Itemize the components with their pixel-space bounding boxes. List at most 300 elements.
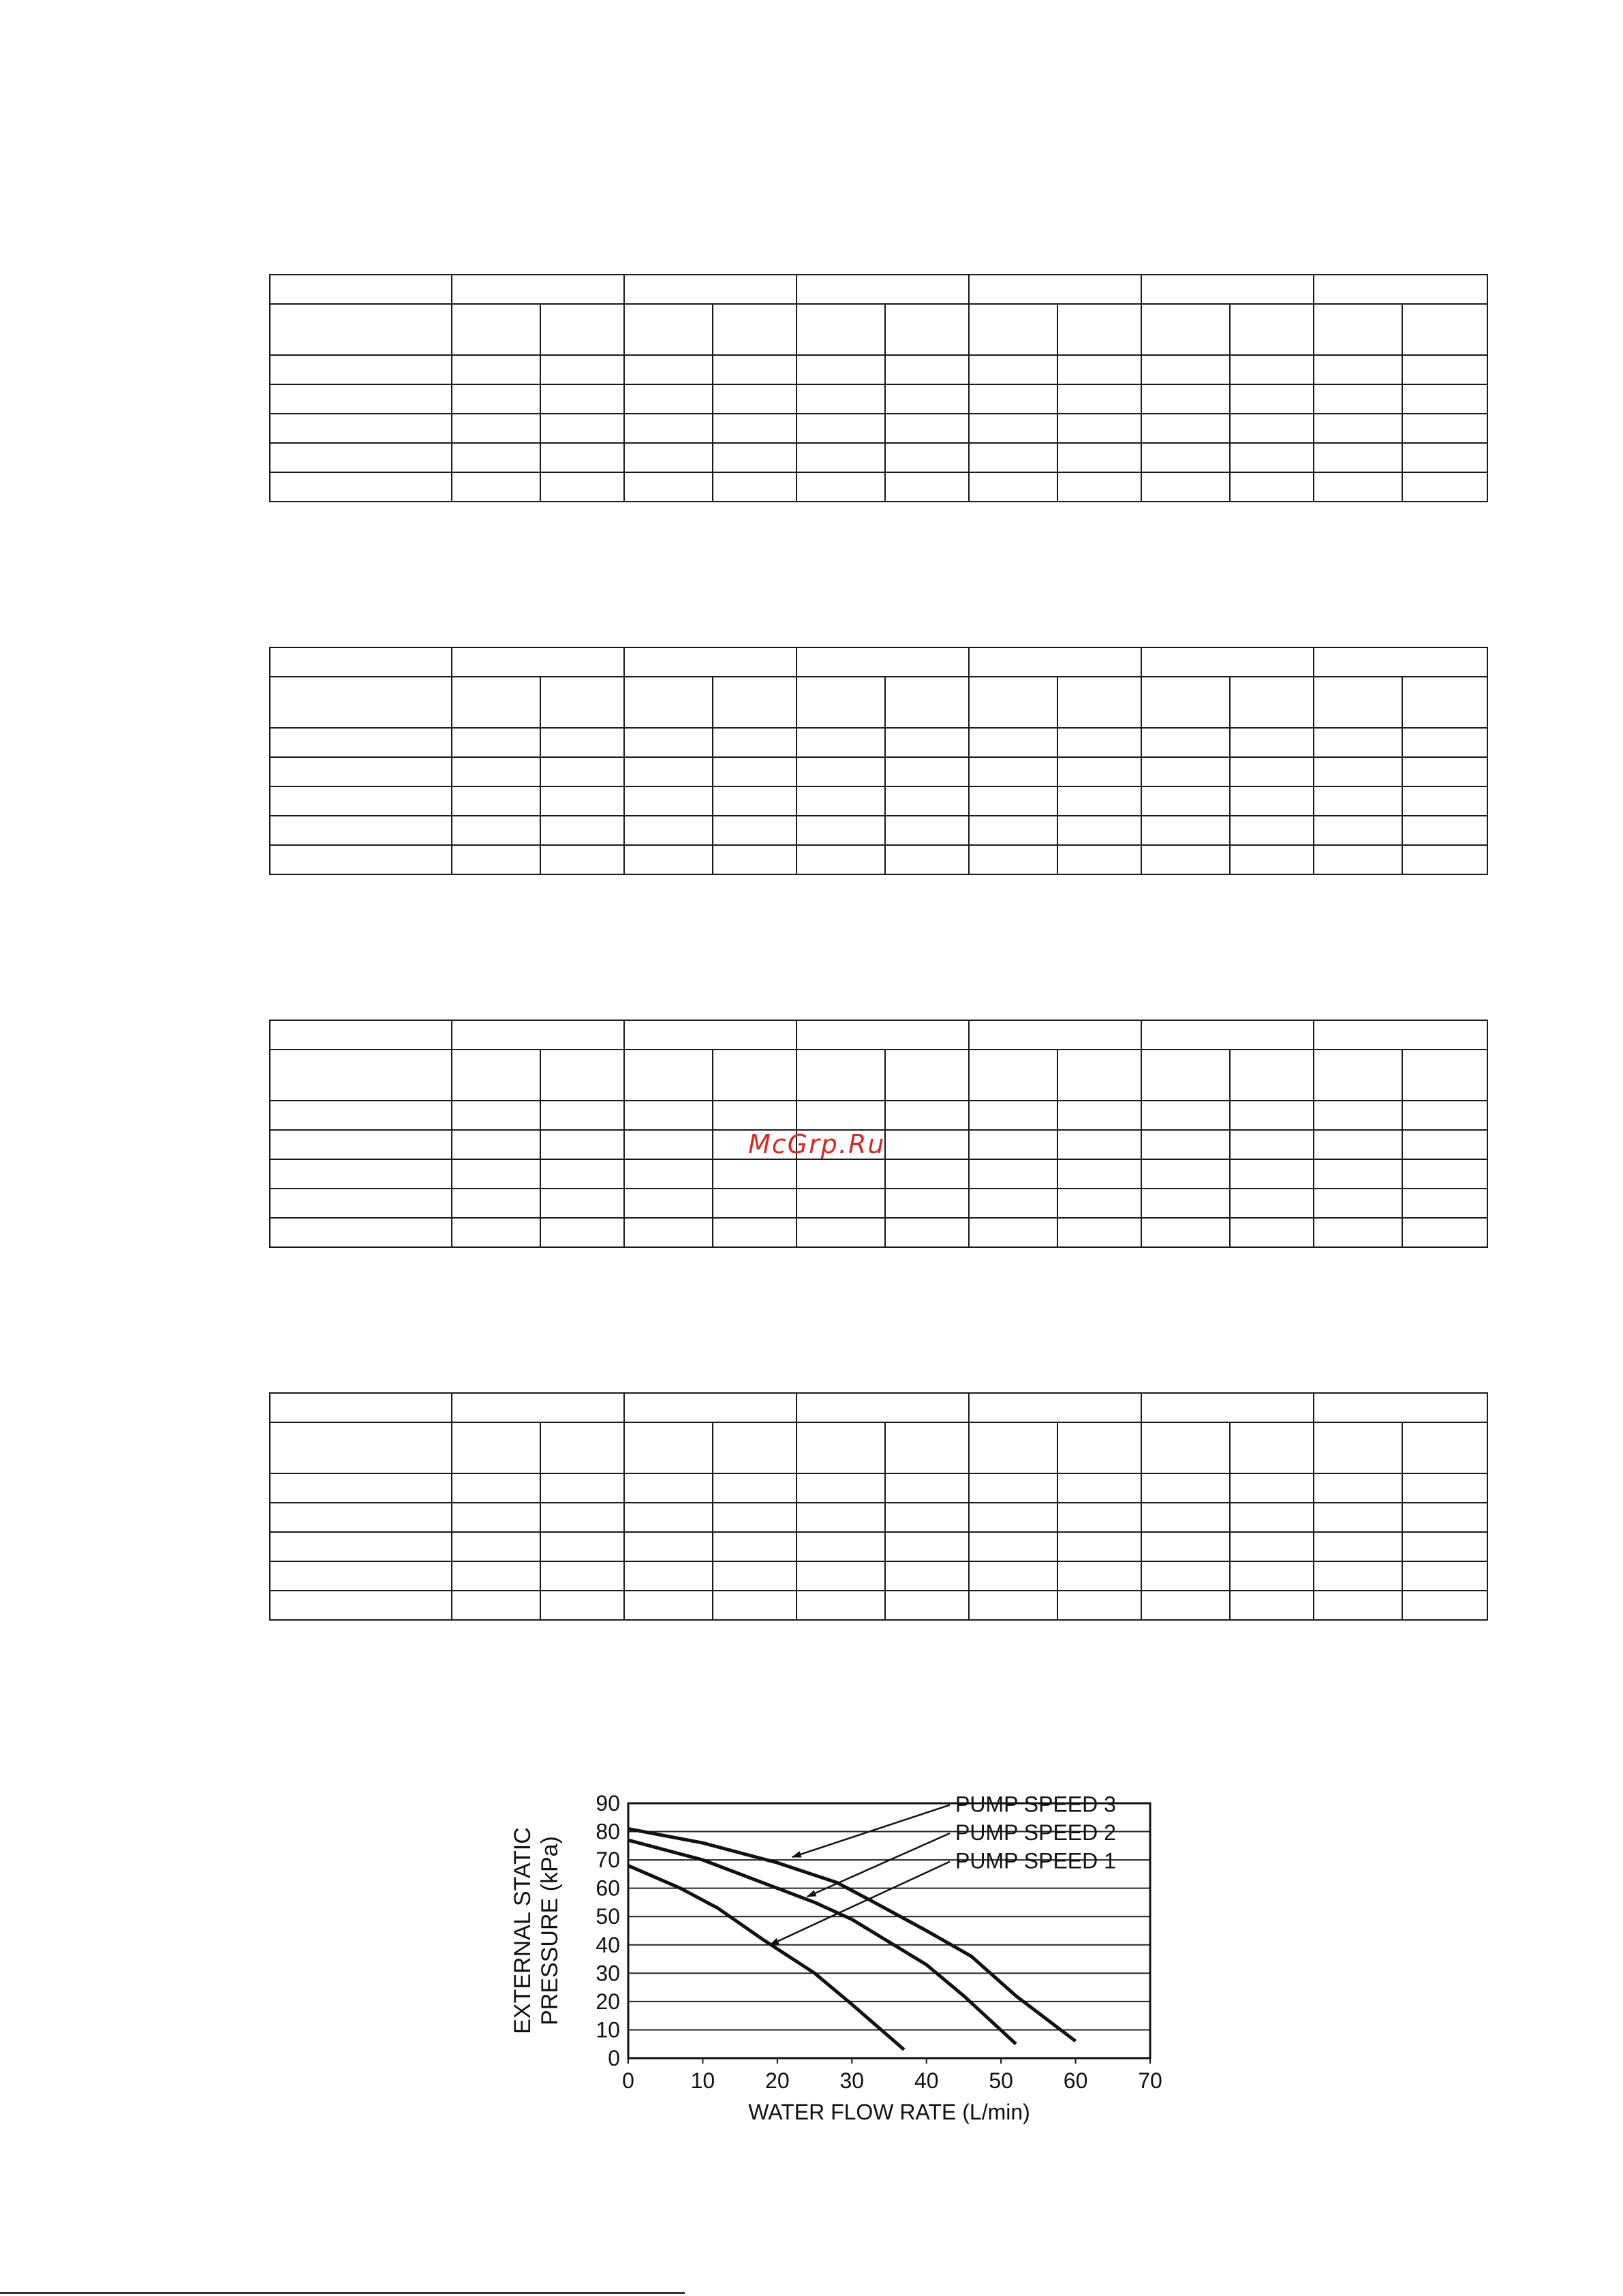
table-cell xyxy=(1314,472,1402,502)
table-1 xyxy=(269,274,1488,502)
table-cell xyxy=(797,355,885,384)
table-cell xyxy=(452,1130,540,1159)
table-cell xyxy=(540,1159,624,1189)
group-header-cell xyxy=(1314,1393,1487,1422)
table-cell xyxy=(1141,816,1230,845)
table-cell xyxy=(969,786,1057,816)
y-axis-title-line2: PRESSURE (kPa) xyxy=(537,1836,563,2025)
table-cell xyxy=(885,1561,969,1591)
table-row xyxy=(270,845,1487,874)
table-cell xyxy=(270,414,452,443)
table-cell xyxy=(452,443,540,472)
group-header-cell xyxy=(969,647,1141,677)
sub-header-cell xyxy=(1230,677,1314,728)
table-cell xyxy=(1402,1218,1487,1247)
table-cell xyxy=(624,816,713,845)
table-cell xyxy=(270,1503,452,1532)
table-cell xyxy=(1057,1532,1141,1561)
table-cell xyxy=(540,414,624,443)
sub-header-cell xyxy=(270,677,452,728)
table-cell xyxy=(885,1189,969,1218)
table-cell xyxy=(452,1189,540,1218)
table-cell xyxy=(1057,786,1141,816)
table-cell xyxy=(270,1101,452,1130)
annotation-label: PUMP SPEED 3 xyxy=(955,1792,1116,1817)
table-cell xyxy=(1141,1473,1230,1503)
table-cell xyxy=(452,1159,540,1189)
table-cell xyxy=(452,1532,540,1561)
table-cell xyxy=(270,443,452,472)
table-cell xyxy=(1402,757,1487,786)
sub-header-cell xyxy=(1057,677,1141,728)
y-tick-label: 90 xyxy=(596,1791,620,1816)
table-cell xyxy=(452,1101,540,1130)
table-cell xyxy=(1230,1101,1314,1130)
watermark: McGrp.Ru xyxy=(748,1129,886,1159)
y-tick-label: 10 xyxy=(596,2017,620,2042)
table-cell xyxy=(624,1189,713,1218)
table-cell xyxy=(1314,1218,1402,1247)
x-tick-label: 20 xyxy=(765,2068,790,2093)
sub-header-cell xyxy=(1230,1422,1314,1473)
y-axis-title-line1: EXTERNAL STATIC xyxy=(510,1827,536,2034)
table-cell xyxy=(540,443,624,472)
table-cell xyxy=(969,1218,1057,1247)
table-cell xyxy=(540,1101,624,1130)
table-cell xyxy=(1402,1130,1487,1159)
group-header-cell xyxy=(797,275,969,304)
table-cell xyxy=(270,845,452,874)
table-cell xyxy=(270,472,452,502)
table-cell xyxy=(540,1561,624,1591)
table-cell xyxy=(1230,845,1314,874)
table-cell xyxy=(270,786,452,816)
table-cell xyxy=(1141,1218,1230,1247)
table-cell xyxy=(969,443,1057,472)
table-cell xyxy=(797,1503,885,1532)
table-cell xyxy=(624,1561,713,1591)
sub-header-cell xyxy=(540,304,624,355)
group-header-cell xyxy=(797,1393,969,1422)
table-cell xyxy=(452,786,540,816)
table-cell xyxy=(452,728,540,757)
table-row xyxy=(270,786,1487,816)
sub-header-cell xyxy=(969,1422,1057,1473)
x-tick-label: 40 xyxy=(914,2068,939,2093)
header-label-cell xyxy=(270,1020,452,1050)
table-row xyxy=(270,384,1487,414)
table-cell xyxy=(885,1473,969,1503)
table-cell xyxy=(624,786,713,816)
table-cell xyxy=(1141,472,1230,502)
sub-header-cell xyxy=(797,677,885,728)
table-cell xyxy=(1141,1561,1230,1591)
table-row xyxy=(270,1532,1487,1561)
table-cell xyxy=(540,1591,624,1620)
table-cell xyxy=(624,728,713,757)
x-tick-label: 70 xyxy=(1138,2068,1162,2093)
table-cell xyxy=(270,816,452,845)
sub-header-cell xyxy=(1230,304,1314,355)
group-header-cell xyxy=(1141,275,1314,304)
y-tick-label: 40 xyxy=(596,1932,620,1957)
table-cell xyxy=(1057,757,1141,786)
sub-header-cell xyxy=(452,1422,540,1473)
table-cell xyxy=(1141,1503,1230,1532)
table-cell xyxy=(1230,1561,1314,1591)
group-header-cell xyxy=(969,1020,1141,1050)
footer-rule xyxy=(0,2292,685,2294)
table-cell xyxy=(540,355,624,384)
header-label-cell xyxy=(270,1393,452,1422)
annotation-label: PUMP SPEED 1 xyxy=(955,1848,1116,1873)
table-cell xyxy=(1230,414,1314,443)
table-cell xyxy=(1230,757,1314,786)
table-cell xyxy=(969,1101,1057,1130)
sub-header-cell xyxy=(1230,1050,1314,1101)
sub-header-cell xyxy=(1141,1050,1230,1101)
table-cell xyxy=(540,1473,624,1503)
table-cell xyxy=(885,1159,969,1189)
table-row xyxy=(270,1591,1487,1620)
table-cell xyxy=(624,1532,713,1561)
table-cell xyxy=(452,355,540,384)
sub-header-cell xyxy=(452,304,540,355)
table-cell xyxy=(270,757,452,786)
table-cell xyxy=(540,816,624,845)
table-cell xyxy=(624,1503,713,1532)
table-cell xyxy=(624,1473,713,1503)
table-cell xyxy=(452,1591,540,1620)
group-header-cell xyxy=(452,647,624,677)
group-header-cell xyxy=(1141,647,1314,677)
table-cell xyxy=(1402,728,1487,757)
table-cell xyxy=(1141,414,1230,443)
table-cell xyxy=(797,443,885,472)
table-cell xyxy=(1314,1473,1402,1503)
table-cell xyxy=(969,1159,1057,1189)
table-cell xyxy=(270,1189,452,1218)
table-cell xyxy=(1314,845,1402,874)
table-cell xyxy=(624,414,713,443)
table-cell xyxy=(1141,1532,1230,1561)
sub-header-cell xyxy=(1141,304,1230,355)
table-cell xyxy=(270,728,452,757)
table-cell xyxy=(1057,472,1141,502)
table-cell xyxy=(1402,1561,1487,1591)
table-cell xyxy=(624,1218,713,1247)
table-cell xyxy=(713,414,797,443)
table-cell xyxy=(1230,786,1314,816)
table-cell xyxy=(1057,1130,1141,1159)
group-header-cell xyxy=(1314,647,1487,677)
table-cell xyxy=(624,1130,713,1159)
table-cell xyxy=(624,384,713,414)
table-cell xyxy=(1314,414,1402,443)
sub-header-cell xyxy=(270,1050,452,1101)
x-axis-title: WATER FLOW RATE (L/min) xyxy=(748,2100,1030,2124)
table-cell xyxy=(624,443,713,472)
table-cell xyxy=(1057,1218,1141,1247)
table-cell xyxy=(1314,355,1402,384)
table-cell xyxy=(797,786,885,816)
y-tick-label: 30 xyxy=(596,1961,620,1986)
table-cell xyxy=(1314,1189,1402,1218)
table-cell xyxy=(1402,443,1487,472)
table-cell xyxy=(1402,1503,1487,1532)
table-cell xyxy=(885,1532,969,1561)
table-cell xyxy=(969,1561,1057,1591)
table-cell xyxy=(885,757,969,786)
table-cell xyxy=(797,816,885,845)
header-label-cell xyxy=(270,275,452,304)
table-cell xyxy=(1057,1561,1141,1591)
x-tick-label: 50 xyxy=(989,2068,1013,2093)
table-cell xyxy=(713,757,797,786)
annotation-label: PUMP SPEED 2 xyxy=(955,1820,1116,1846)
table-cell xyxy=(1057,1101,1141,1130)
table-cell xyxy=(1057,728,1141,757)
table-cell xyxy=(1230,1503,1314,1532)
x-tick-label: 0 xyxy=(622,2068,634,2093)
table-cell xyxy=(1314,786,1402,816)
table-cell xyxy=(1314,384,1402,414)
sub-header-cell xyxy=(969,304,1057,355)
table-cell xyxy=(969,1473,1057,1503)
table-cell xyxy=(1141,728,1230,757)
table-cell xyxy=(1402,414,1487,443)
table-cell xyxy=(452,1503,540,1532)
table-cell xyxy=(885,1101,969,1130)
sub-header-cell xyxy=(885,1050,969,1101)
sub-header-cell xyxy=(797,1422,885,1473)
sub-header-cell xyxy=(1314,304,1402,355)
table-cell xyxy=(713,1561,797,1591)
table-cell xyxy=(270,1159,452,1189)
sub-header-cell xyxy=(1402,1422,1487,1473)
table-cell xyxy=(540,1532,624,1561)
table-cell xyxy=(797,845,885,874)
table-cell xyxy=(540,786,624,816)
table-row xyxy=(270,414,1487,443)
table-cell xyxy=(969,384,1057,414)
x-tick-label: 60 xyxy=(1063,2068,1088,2093)
y-tick-label: 60 xyxy=(596,1876,620,1901)
table-cell xyxy=(540,1218,624,1247)
table-cell xyxy=(797,1532,885,1561)
table-cell xyxy=(1230,443,1314,472)
table-cell xyxy=(1402,355,1487,384)
sub-header-cell xyxy=(885,1422,969,1473)
table-4 xyxy=(269,1392,1488,1621)
table-cell xyxy=(452,384,540,414)
table-cell xyxy=(713,443,797,472)
table-cell xyxy=(1141,1159,1230,1189)
table-cell xyxy=(797,384,885,414)
group-header-cell xyxy=(452,1393,624,1422)
sub-header-cell xyxy=(713,304,797,355)
sub-header-cell xyxy=(540,677,624,728)
sub-header-cell xyxy=(1402,304,1487,355)
table-cell xyxy=(797,1473,885,1503)
table-cell xyxy=(797,757,885,786)
table-cell xyxy=(1314,1159,1402,1189)
table-row xyxy=(270,757,1487,786)
sub-header-cell xyxy=(713,1422,797,1473)
table-cell xyxy=(270,1591,452,1620)
table-cell xyxy=(1057,845,1141,874)
table-cell xyxy=(1141,1130,1230,1159)
table-cell xyxy=(1141,786,1230,816)
table-cell xyxy=(452,845,540,874)
table-cell xyxy=(1141,845,1230,874)
sub-header-cell xyxy=(270,1422,452,1473)
table-cell xyxy=(969,355,1057,384)
group-header-cell xyxy=(1141,1020,1314,1050)
table-cell xyxy=(540,728,624,757)
group-header-cell xyxy=(797,647,969,677)
sub-header-cell xyxy=(1141,677,1230,728)
table-cell xyxy=(624,1591,713,1620)
table-cell xyxy=(1057,1189,1141,1218)
table-cell xyxy=(1230,1218,1314,1247)
table-cell xyxy=(452,1218,540,1247)
table-cell xyxy=(885,414,969,443)
table-cell xyxy=(969,414,1057,443)
x-tick-label: 30 xyxy=(839,2068,865,2093)
table-cell xyxy=(1230,728,1314,757)
sub-header-cell xyxy=(969,677,1057,728)
sub-header-cell xyxy=(624,304,713,355)
sub-header-cell xyxy=(452,1050,540,1101)
table-cell xyxy=(1230,472,1314,502)
table-cell xyxy=(1402,1159,1487,1189)
table-cell xyxy=(1230,816,1314,845)
sub-header-cell xyxy=(713,1050,797,1101)
table-cell xyxy=(1057,1473,1141,1503)
sub-header-cell xyxy=(270,304,452,355)
table-cell xyxy=(713,786,797,816)
table-cell xyxy=(1314,1503,1402,1532)
table-cell xyxy=(452,1473,540,1503)
table-cell xyxy=(969,1591,1057,1620)
group-header-cell xyxy=(624,275,797,304)
sub-header-cell xyxy=(540,1422,624,1473)
table-cell xyxy=(1057,443,1141,472)
table-cell xyxy=(1402,1591,1487,1620)
table-cell xyxy=(969,728,1057,757)
table-cell xyxy=(885,443,969,472)
table-cell xyxy=(797,1189,885,1218)
sub-header-cell xyxy=(624,1050,713,1101)
table-cell xyxy=(713,1591,797,1620)
sub-header-cell xyxy=(1057,1422,1141,1473)
sub-header-cell xyxy=(1057,304,1141,355)
table-cell xyxy=(452,1561,540,1591)
table-cell xyxy=(540,384,624,414)
table-cell xyxy=(797,1159,885,1189)
table-cell xyxy=(270,1532,452,1561)
table-cell xyxy=(1141,757,1230,786)
table-cell xyxy=(885,1503,969,1532)
table-cell xyxy=(885,845,969,874)
table-cell xyxy=(1230,1591,1314,1620)
x-tick-label: 10 xyxy=(690,2068,715,2093)
sub-header-cell xyxy=(1057,1050,1141,1101)
y-tick-label: 70 xyxy=(596,1848,620,1873)
table-2 xyxy=(269,647,1488,875)
y-tick-label: 50 xyxy=(596,1904,620,1929)
table-cell xyxy=(1402,816,1487,845)
table-cell xyxy=(1230,1473,1314,1503)
y-tick-label: 80 xyxy=(596,1819,620,1844)
sub-header-cell xyxy=(1141,1422,1230,1473)
sub-header-cell xyxy=(1402,1050,1487,1101)
table-cell xyxy=(713,728,797,757)
table-row xyxy=(270,1561,1487,1591)
table-cell xyxy=(1402,786,1487,816)
sub-header-cell xyxy=(713,677,797,728)
table-cell xyxy=(885,728,969,757)
table-cell xyxy=(1402,472,1487,502)
table-cell xyxy=(885,355,969,384)
table-cell xyxy=(1057,816,1141,845)
table-cell xyxy=(885,384,969,414)
table-cell xyxy=(1057,414,1141,443)
group-header-cell xyxy=(1314,275,1487,304)
table-cell xyxy=(713,1101,797,1130)
y-tick-label: 20 xyxy=(596,1989,620,2014)
sub-header-cell xyxy=(1402,677,1487,728)
group-header-cell xyxy=(452,1020,624,1050)
table-cell xyxy=(1402,1189,1487,1218)
sub-header-cell xyxy=(885,677,969,728)
group-header-cell xyxy=(624,1020,797,1050)
table-cell xyxy=(969,845,1057,874)
sub-header-cell xyxy=(452,677,540,728)
table-cell xyxy=(713,1218,797,1247)
y-tick-label: 0 xyxy=(608,2046,620,2070)
sub-header-cell xyxy=(624,677,713,728)
group-header-cell xyxy=(624,647,797,677)
table-cell xyxy=(713,816,797,845)
table-cell xyxy=(1314,816,1402,845)
table-cell xyxy=(270,1218,452,1247)
table-cell xyxy=(1402,845,1487,874)
table-cell xyxy=(1402,1532,1487,1561)
table-cell xyxy=(452,472,540,502)
table-cell xyxy=(797,1561,885,1591)
table-cell xyxy=(270,384,452,414)
table-row xyxy=(270,1159,1487,1189)
table-cell xyxy=(1402,384,1487,414)
table-cell xyxy=(713,1159,797,1189)
table-row xyxy=(270,1473,1487,1503)
group-header-cell xyxy=(624,1393,797,1422)
sub-header-cell xyxy=(624,1422,713,1473)
table-cell xyxy=(713,1503,797,1532)
table-cell xyxy=(1057,1159,1141,1189)
sub-header-cell xyxy=(540,1050,624,1101)
table-cell xyxy=(1057,355,1141,384)
table-cell xyxy=(797,1591,885,1620)
sub-header-cell xyxy=(1314,677,1402,728)
table-cell xyxy=(624,757,713,786)
sub-header-cell xyxy=(1314,1422,1402,1473)
table-cell xyxy=(1230,1189,1314,1218)
table-cell xyxy=(1141,384,1230,414)
table-cell xyxy=(540,1130,624,1159)
